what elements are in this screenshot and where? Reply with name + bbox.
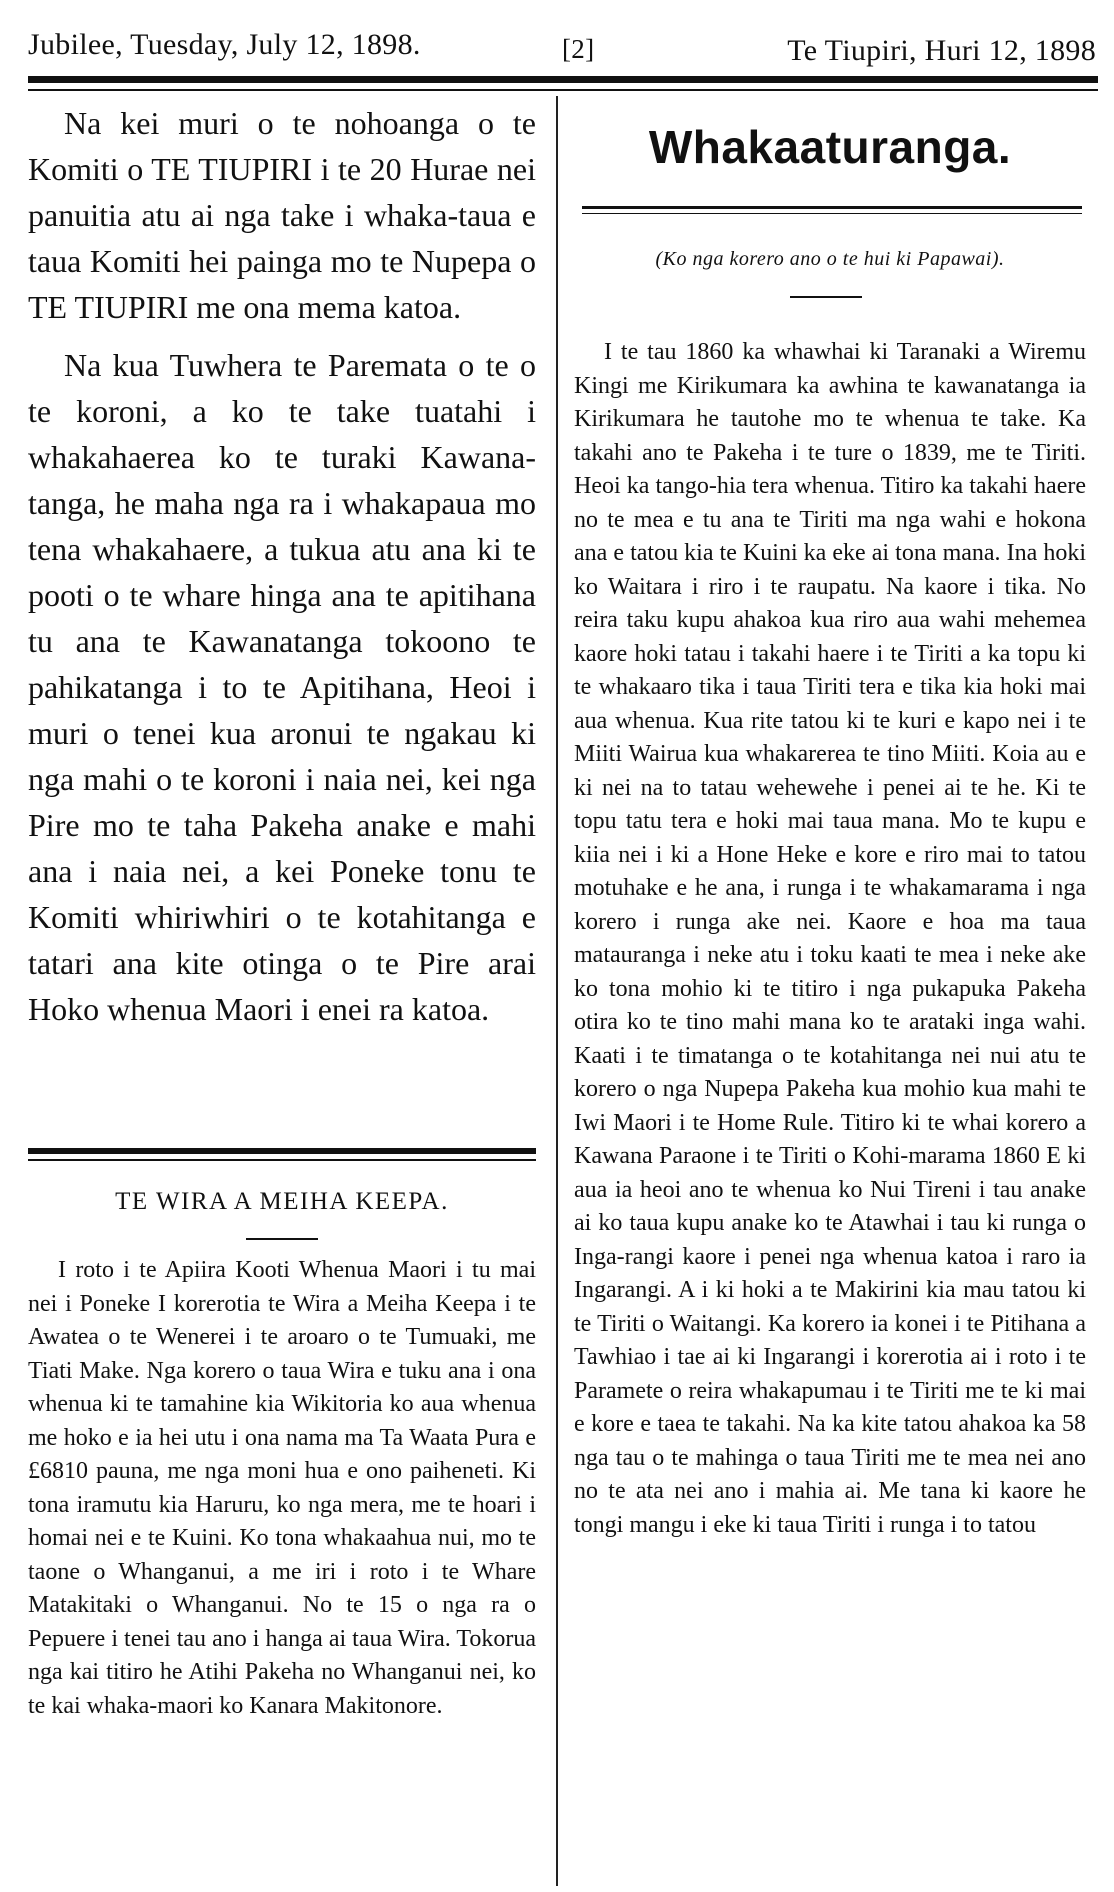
section-double-rule [28, 1148, 536, 1161]
header-date-maori: Te Tiupiri, Huri 12, 1898 [787, 34, 1096, 67]
right-article [574, 336, 1086, 1542]
column-divider [556, 96, 558, 1886]
intro-paragraph-1: Na kei muri o te nohoanga o te Komiti o TE TIUPIRI i te 20 Hurae nei panuitia atu ai nga take i whaka-taua e taua Komiti hei painga mo te Nupepa o TE TIUPIRI me ona mema katoa. [28, 105, 536, 325]
title-rule-thick [582, 206, 1082, 209]
header-rule-thick [28, 76, 1098, 83]
page-header [28, 20, 1100, 67]
article-subtitle: (Ko nga korero ano o te hui ki Papawai). [655, 248, 1005, 270]
header-rule-thin [28, 89, 1098, 91]
header-page-number: [2] [562, 34, 595, 64]
right-article-body: I te tau 1860 ka whawhai ki Taranaki a Wiremu Kingi me Kirikumara ka awhina te kawanatanga ia Kirikumara he tautohe mo te whenua te take. Ka takahi ano te Pakeha i te ture o 1839, me te Tiriti. Heoi ka tango-hia tera whenua. Titiro ka takahi haere no te mea e tu ana te Tiriti ma nga wahi e hokona ana e tatou kia te Kuini ka eke ai tona mana. Ina hoki ko Waitara i riro i te raupatu. Na kaore i tika. No reira taku kupu ahakoa kua riro aua wahi mehemea kaore hoki tatau i takahi haere i te Tiriti a ka topu ki te whakaaro tika i taua Tiriti tera e tika kia hoki mai aua whenua. Kua rite tatou ki te kuri e kapo nei i te Miiti Wairua kua whakarerea te tino Miiti. Koia au e ki nei na to tatau wehewehe i penei ai te he. Ki te topu tatu tera e hoki mai taua mana. Mo te kupu e kiia nei i ki a Hone Heke e kore e riro mai to tatou motuhake e he ana, i runga i te whakamarama i nga korero i runga ake nei. Kaore e hoa ma taua matauranga i neke atu i toku kaati te mea i neke ake ko tona mohio ki te titiro i nga pukapuka Pakeha otira ko te tino mahi mana ko te arataki inga wahi. Kaati i te timatanga o te kotahitanga nei nui atu te korero o nga Nupepa Pakeha kua mohio kua mahi te Iwi Maori i te Home Rule. Titiro ki te whai korero a Kawana Paraone i te Tiriti o Kohi-marama 1860 E ki aua ia heoi ano te whenua ko Nui Tireni i tau anake ai ko taua kupu anake ko te Atawhai i tau ki runga o Inga-rangi kaore i penei nga whenua katoa i raro ia Ingarangi. A i ki hoki a te Makirini kia mau tatou ki te Tiriti o Waitangi. Ka korero ia konei i te Pitihana a Tawhiao i tae ai ki Ingarangi i korerotia ai i roto i te Paramete o reira whakapumau i te Tiriti me te ki mai e kore e taea te takahi. Na ka kite tatou ahakoa ka 58 nga tau o te mahinga o taua Tiriti me te mea nei ano no te ata nei ano i mahia ai. Me tana ki kaore he tongi mangu i eke ki taua Tiriti i runga i to tatou [574, 339, 1086, 1538]
section-title: TE WIRA A MEIHA KEEPA. [115, 1188, 449, 1215]
left-column-intro [28, 100, 536, 1032]
section-article [28, 1254, 536, 1723]
article-title: Whakaaturanga. [648, 121, 1012, 173]
title-rule-thin [582, 213, 1082, 214]
header-date-english: Jubilee, Tuesday, July 12, 1898. [28, 28, 421, 61]
section-body: I roto i te Apiira Kooti Whenua Maori i tu mai nei i Poneke I korerotia te Wira a Meiha Keepa i te Awatea o te Wenerei i te aroaro o te Tumuaki, me Tiati Make. Nga korero o taua Wira e tuku ana i ona whenua ki te tamahine kia Wikitoria ko aua whenua me hoko e ia hei utu i ona nama ma Ta Waata Pura e £6810 pauna, me nga moni hua e ono paiheneti. Ki tona iramutu kia Haruru, ko nga mera, me te hoari i homai nei e te Kuini. Ko tona whakaahua nui, mo te taone o Whanganui, a me iri i roto i te Whare Matakitaki o Whanganui. No te 15 o nga ra o Pepuere i tenei tau ano i hanga ai taua Wira. Tokorua nga kai titiro he Atihi Pakeha no Whanganui nei, ko te kai whaka-maori ko Kanara Makitonore. [28, 1257, 536, 1719]
intro-paragraph-2: Na kua Tuwhera te Paremata o te o te koroni, a ko te take tuatahi i whakahaerea ko te turaki Kawana-tanga, he maha nga ra i whakapaua mo tena whakahaere, a tukua atu ana ki te pooti o te whare hinga ana te apitihana tu ana te Kawanatanga tokoono te pahikatanga i to te Apitihana, Heoi i muri o tenei kua aronui te ngakau ki nga mahi o te koroni i naia nei, kei nga Pire mo te taha Pakeha anake e mahi ana i naia nei, a kei Poneke tonu te Komiti whiriwhiri o te kotahitanga e tatari ana kite otinga o te Pire arai Hoko whenua Maori i enei ra katoa. [28, 347, 536, 1027]
subtitle-underline [790, 296, 862, 298]
section-title-underline [246, 1238, 318, 1240]
